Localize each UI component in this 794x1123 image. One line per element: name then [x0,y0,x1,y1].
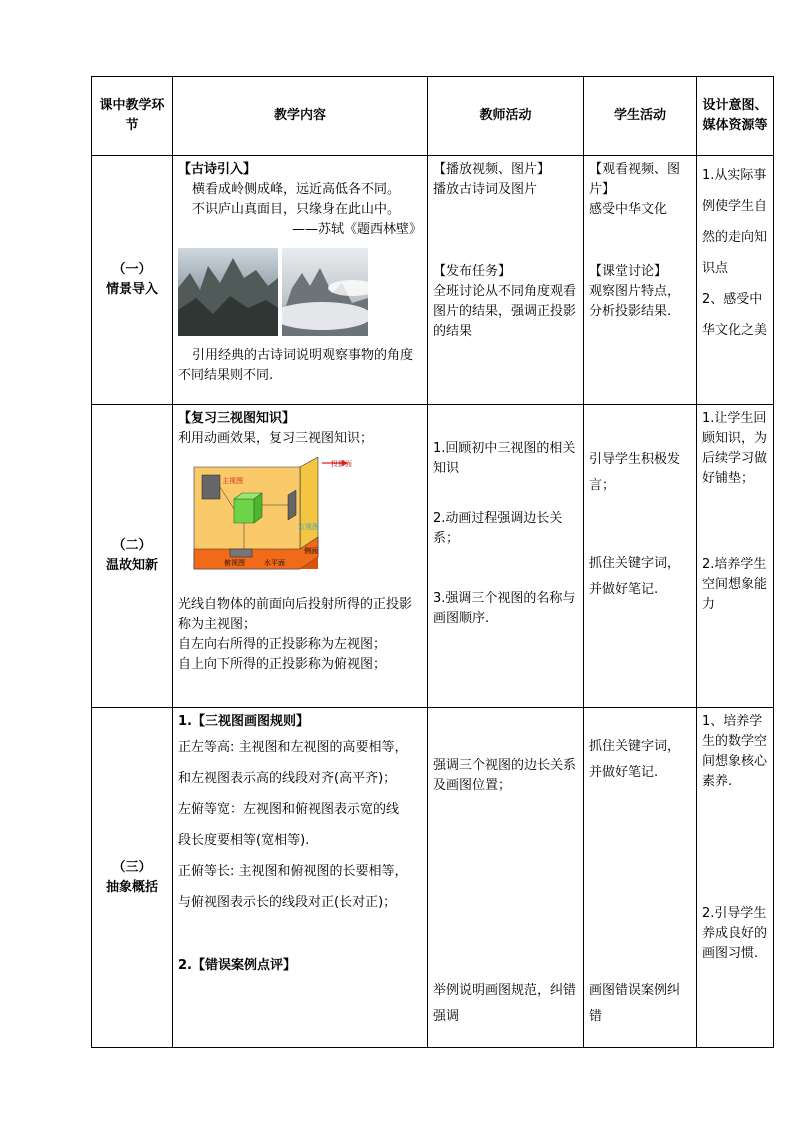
rule-text: 左俯等宽：左视图和俯视图表示宽的线 [178,802,400,817]
teacher-text: 2.动画过程强调边长关系； [433,511,563,546]
content-title: 1.【三视图画图规则】 [178,714,309,729]
rule-text: 段长度要相等(宽相等). [178,833,310,848]
label-side: 侧面 [304,547,318,555]
content-text: 自上向下所得的正投影称为俯视图； [178,657,387,672]
three-view-diagram [190,457,370,589]
teacher-cell [428,708,584,1048]
header-student: 学生活动 [584,77,697,156]
intent-text: 2.引导学生养成良好的画图习惯. [702,906,768,961]
student-text: 观察图片特点，分析投影结果. [589,284,681,319]
intent-text: 2、感受中华文化之美 [702,292,768,338]
rule-text: 和左视图表示高的线段对齐(高平齐)； [178,771,397,786]
content-text: 自左向右所得的正投影称为左视图； [178,637,387,652]
teacher-title: 【发布任务】 [433,264,512,279]
stage-cell [92,708,173,1048]
teacher-cell [428,156,584,405]
stage-cell [92,405,173,708]
student-cell [584,708,697,1048]
stage-number: （三） [112,859,152,875]
stage-cell [92,156,173,405]
header-content: 教学内容 [173,77,428,156]
teacher-text: 举例说明画图规范，纠错强调 [433,983,577,1024]
content-title: 【古诗引入】 [178,162,257,177]
poem-line: 横看成岭侧成峰，远近高低各不同。 [192,182,401,197]
intent-text: 1.从实际事例使学生自然的走向知识点 [702,168,768,276]
student-text: 画图错误案例纠错 [589,983,681,1024]
stage-name: 温故知新 [105,558,158,573]
left-view-rect [288,490,296,520]
mountain-photos [178,248,422,336]
front-view-rect [202,475,220,499]
lesson-plan-table [91,76,774,1048]
teacher-text: 强调三个视图的边长关系及画图位置； [433,758,577,793]
teacher-text: 播放古诗词及图片 [433,182,538,197]
student-title: 【课堂讨论】 [589,264,668,279]
header-stage: 课中教学环节 [92,77,173,156]
teacher-text: 3.强调三个视图的名称与画图顺序. [433,591,576,626]
student-text: 抓住关键字词，并做好笔记. [589,739,681,780]
student-text: 引导学生积极发言； [589,452,681,493]
stage-number: （二） [112,538,152,553]
header-intent: 设计意图、媒体资源等 [697,77,774,156]
intent-text: 2.培养学生空间想象能力 [702,557,768,612]
rule-text: 正俯等长: 主视图和俯视图的长要相等， [178,864,408,879]
label-front: 主视图 [222,477,243,485]
content-title: 2.【错误案例点评】 [178,958,296,973]
mist-photo [282,248,368,336]
teacher-title: 【播放视频、图片】 [433,162,551,177]
content-note: 引用经典的古诗词说明观察事物的角度不同结果则不同. [178,348,414,383]
student-title: 【观看视频、图片】 [589,162,681,197]
table-row [92,708,774,1048]
rules-block [178,732,422,918]
rule-text: 正左等高: 主视图和左视图的高要相等， [178,740,408,755]
stage-name: 情景导入 [105,282,158,297]
rule-text: 与俯视图表示长的线段对正(长对正)； [178,895,397,910]
intent-text: 1.让学生回顾知识，为后续学习做好铺垫； [702,411,768,486]
content-cell [173,405,428,708]
content-cell [173,708,428,1048]
label-top: 俯视图 [224,559,245,567]
label-projection: 投影面 [331,460,352,468]
intent-text: 1、培养学生的数学空间想象核心素养. [702,714,768,789]
teacher-text: 全班讨论从不同角度观看图片的结果，强调正投影的结果 [433,284,577,339]
stage-name: 抽象概括 [105,879,158,895]
intent-cell [697,405,774,708]
cube-front [234,499,254,523]
teacher-text: 1.回顾初中三视图的相关知识 [433,441,576,476]
table-row [92,405,774,708]
label-horizontal: 水平面 [264,559,285,567]
intent-cell [697,156,774,405]
content-cell [173,156,428,405]
mountain-photo [178,248,278,336]
header-row [92,77,774,156]
content-text: 光线自物体的前面向后投射所得的正投影称为主视图； [178,597,413,632]
student-cell [584,156,697,405]
stage-number: （一） [112,262,152,277]
intent-cell [697,708,774,1048]
label-left: 左视图 [298,523,319,531]
student-cell [584,405,697,708]
poem-author: ——苏轼《题西林壁》 [291,222,422,237]
content-title: 【复习三视图知识】 [178,411,296,426]
student-text: 抓住关键字词，并做好笔记. [589,556,681,597]
poem-line: 不识庐山真面目，只缘身在此山中。 [192,202,401,217]
table-row [92,156,774,405]
teacher-cell [428,405,584,708]
student-text: 感受中华文化 [589,202,668,217]
content-intro: 利用动画效果，复习三视图知识； [178,431,374,446]
header-teacher: 教师活动 [428,77,584,156]
